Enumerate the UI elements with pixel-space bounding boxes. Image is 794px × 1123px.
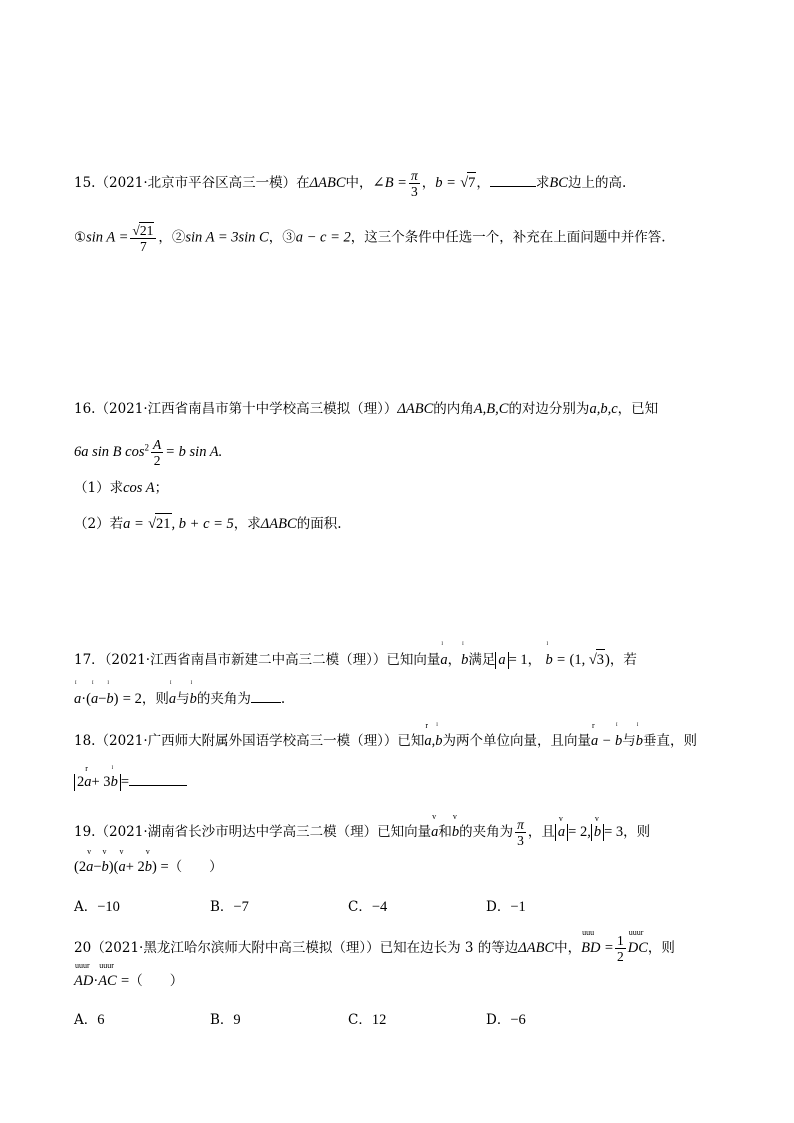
q19-choice-d: D．−1 (486, 899, 526, 915)
answer-blank (251, 702, 281, 703)
q20-choice-c: C．12 (348, 1012, 387, 1028)
q16-line1: 16.（2021·江西省南昌市第十中学校高三模拟（理））ΔABC的内角A,B,C的对边分别为a,b,c，已知 (74, 401, 659, 417)
q19-source: （2021·湖南省长沙市明达中学高三二模（理） (95, 824, 378, 840)
q18-source: （2021·广西师大附属外国语学校高三一模（理）） (95, 733, 398, 749)
q16-part1: （1）求cos A； (74, 480, 169, 496)
q15-source: （2021·北京市平谷区高三一模） (95, 175, 297, 191)
q20-one-half: $\frac{1}{2}$ (617, 933, 624, 964)
q19-pi-over-3: $\frac{\pi}{3}$ (517, 817, 524, 848)
q20-source: （2021·黑龙江哈尔滨师大附中高三模拟（理）） (91, 940, 380, 956)
q17-line1: 17．（2021·江西省南昌市新建二中高三二模（理））已知向量 ᴵ a， ᴵ b满足 a = 1， ᴵ b = (1, √3)，若 (74, 640, 637, 668)
q16-a-over-2: $\frac{A}{2}$ (152, 437, 162, 468)
q20-line2: uuur AD· uuur AC =（ ） (74, 961, 184, 989)
q16-source: （2021·江西省南昌市第十中学校高三模拟（理）） (95, 401, 398, 417)
q18-line1: 18.（2021·广西师大附属外国语学校高三一模（理））已知 r a, ᴵ b为两个单位向量，且向量 r a − ᴵ b与 ᴵ b垂直，则 (74, 721, 698, 749)
q15-pi-over-3: $\frac{\pi}{3}$ (410, 168, 418, 199)
q15-sqrt21-over-7: $\frac{√21}{7}$ (130, 222, 156, 254)
q19-choice-a: A．−10 (74, 899, 120, 915)
q15-line1: 15.（2021·北京市平谷区高三一模）在ΔABC中，∠B = $\frac{\pi}{3}$ ，b = √7， 求BC边上的高. (74, 168, 627, 199)
q17-source: （2021·江西省南昌市新建二中高三二模（理）） (104, 652, 387, 668)
q18-line2: 2 r a+ 3 ᴵ b = (74, 772, 187, 792)
q19-line1: 19.（2021·湖南省长沙市明达中学高三二模（理）已知向量 v a和 v b的夹角为 $\frac{\pi}{3}$ ，且 v a = 2, v b = 3，则 (74, 812, 651, 848)
abs-a: a (495, 652, 508, 669)
q15-line2: ①sin A = $\frac{√21}{7}$ ，②sin A = 3sin C，③a − c = 2，这三个条件中任选一个，补充在上面问题中并作答. (74, 223, 666, 254)
vector-b: ᴵ b (461, 640, 469, 668)
q19-line2: (2 v a− v b)( v a+ 2 v b) =（ ） (74, 847, 223, 875)
q19-choice-c: C．−4 (348, 899, 388, 915)
q16-line2: 6a sin B $\cos^2$ $\frac{A}{2}$ = b sin A. (74, 437, 223, 468)
q16-part2: （2）若a = √21, b + c = 5，求ΔABC的面积. (74, 513, 342, 534)
q20-choice-d: D．−6 (486, 1012, 526, 1028)
q20-choice-b: B．9 (210, 1012, 241, 1028)
q17-line2: ᴵ a·( ᴵ a− ᴵ b) = 2，则 ᴵ a与 ᴵ b的夹角为 . (74, 679, 286, 707)
vector-a: ᴵ a (440, 640, 448, 668)
q20-choice-a: A．6 (74, 1012, 105, 1028)
answer-blank (129, 785, 187, 786)
abs-2a-plus-3b: 2 r a+ 3 ᴵ b (74, 774, 121, 791)
answer-blank (490, 186, 536, 187)
q19-choice-b: B．−7 (210, 899, 249, 915)
q20-line1: 20（2021·黑龙江哈尔滨师大附中高三模拟（理））已知在边长为 3 的等边ΔABC中， uuu BD = $\frac{1}{2}$ uuur DC，则 (74, 928, 675, 964)
